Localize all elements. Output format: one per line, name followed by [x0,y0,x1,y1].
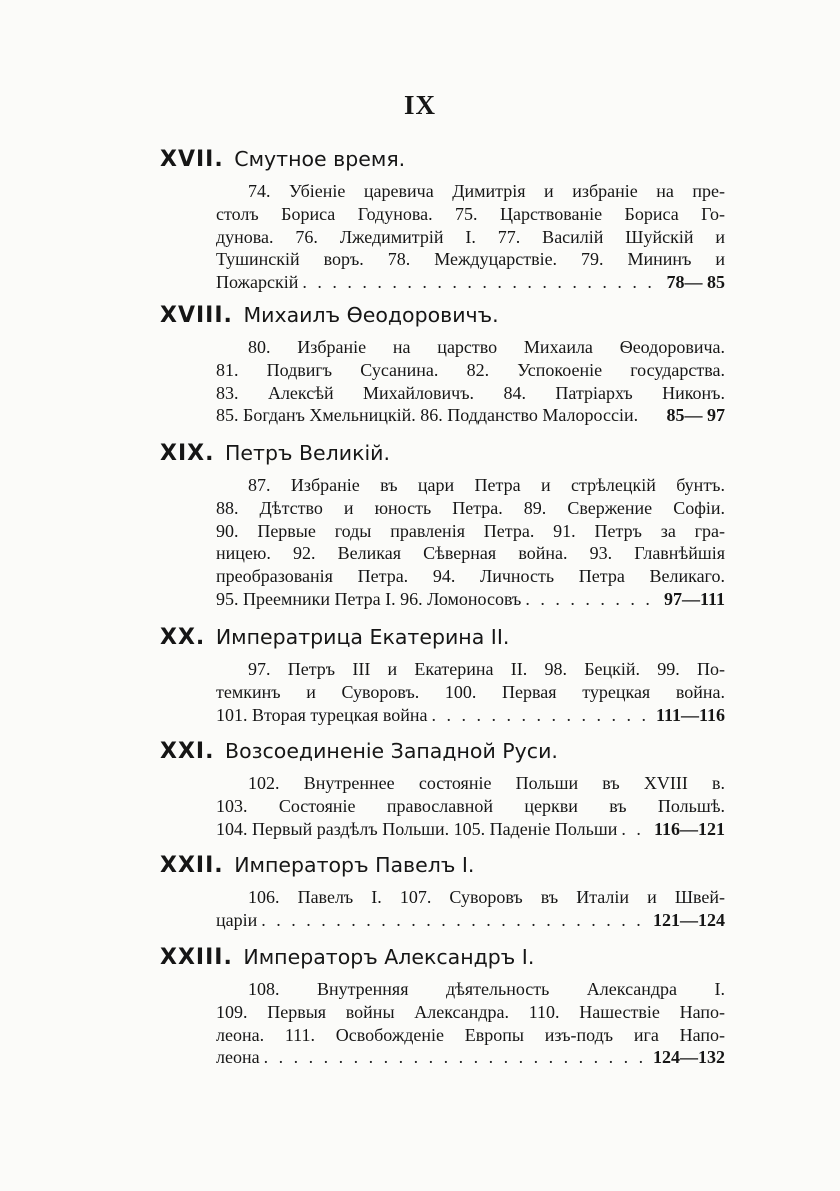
chapter-name: Императоръ Александръ I. [243,945,535,969]
chapter-number: XIX. [160,441,215,466]
toc-line: 103. Состояніе православной церкви въ Польшѣ. [216,795,725,816]
leader-dots [261,909,649,932]
chapter-title [160,146,725,173]
leader-dots [302,271,662,294]
page-number: IX [403,90,436,120]
toc-line: 102. Внутреннее состояніе Польши въ XVIII в. [248,773,725,793]
toc-line-with-pages [160,271,725,294]
toc-line: 104. Первый раздѣлъ Польши. 105. Паденіе Польши [216,818,618,839]
leader-dots [432,704,652,727]
chapter-title [160,944,725,971]
toc-line-with-pages [160,1046,725,1069]
page-range: 124—132 [653,1047,725,1068]
chapter-title [160,302,725,329]
toc-line: 97. Петръ III и Екатерина II. 98. Бецкій. 99. По- [248,659,725,679]
chapter-xxi [160,738,725,840]
toc-line-with-pages [160,818,725,841]
toc-line: 87. Избраніе въ цари Петра и стрѣлецкій бунтъ. [248,475,725,495]
chapter-contents [160,474,725,611]
chapter-xxiii [160,944,725,1069]
toc-line: леона. 111. Освобожденіе Европы изъ-подъ ига Напо- [216,1024,725,1045]
toc-line: 90. Первые годы правленія Петра. 91. Петръ за гра- [216,520,725,541]
chapter-contents [160,886,725,932]
toc-line-with-pages [160,909,725,932]
toc-line: 109. Первыя войны Александра. 110. Нашествіе Напо- [216,1001,725,1022]
chapter-number: XXIII. [160,945,233,970]
toc-line-with-pages [160,704,725,727]
page-range: 85— 97 [666,405,725,426]
leader-dots [264,1046,649,1069]
chapter-title [160,738,725,765]
toc-line: темкинъ и Суворовъ. 100. Первая турецкая война. [216,681,725,702]
chapter-contents [160,180,725,294]
chapter-name: Императоръ Павелъ I. [234,853,475,877]
toc-line: преобразованія Петра. 94. Личность Петра Великаго. [216,566,725,587]
toc-line: Тушинскій воръ. 78. Междуцарствіе. 79. Мининъ и [216,249,725,270]
chapter-name: Императрица Екатерина II. [215,625,510,649]
chapter-contents [160,336,725,427]
chapter-number: XVIII. [160,303,233,328]
toc-line: 106. Павелъ I. 107. Суворовъ въ Италіи и Швей- [248,887,725,907]
toc-line: Пожарскій [216,272,299,293]
page-range: 121—124 [653,909,725,930]
chapter-name: Возсоединеніе Западной Руси. [225,739,558,763]
page-range: 116—121 [653,818,725,839]
leader-dots [621,818,650,841]
toc-line: дунова. 76. Лжедимитрій I. 77. Василій Шуйскій и [216,226,725,247]
toc-line: царіи [216,909,258,930]
chapter-name: Петръ Великій. [225,441,391,465]
chapter-name: Смутное время. [234,147,406,171]
toc-line: 85. Богданъ Хмельницкій. 86. Подданство Малороссіи. [216,405,639,426]
leader-dots [525,588,660,611]
chapter-xxii [160,852,725,932]
toc-line: 74. Убіеніе царевича Димитрія и избраніе на пре- [248,181,725,201]
toc-line: леона [216,1047,260,1068]
chapter-number: XXI. [160,739,215,764]
chapter-contents [160,658,725,726]
toc-line: ницею. 92. Великая Сѣверная война. 93. Главнѣйшія [216,543,725,564]
chapter-xvii [160,146,725,294]
chapter-title [160,852,725,879]
chapter-title [160,624,725,651]
chapter-xix [160,440,725,611]
chapter-contents [160,978,725,1069]
chapter-number: XXII. [160,853,224,878]
page-range: 97—111 [663,588,725,609]
toc-line: 83. Алексѣй Михайловичъ. 84. Патріархъ Никонъ. [216,382,725,403]
toc-line: 95. Преемники Петра I. 96. Ломоносовъ [216,588,522,609]
chapter-xviii [160,302,725,427]
toc-line-with-pages [160,588,725,611]
toc-line: столъ Бориса Годунова. 75. Царствованіе Бориса Го- [216,203,725,224]
chapter-number: XVII. [160,147,224,172]
toc-line: 81. Подвигъ Сусанина. 82. Успокоеніе государства. [216,359,725,380]
toc-line: 80. Избраніе на царство Михаила Ѳеодоровича. [248,337,725,357]
chapter-title [160,440,725,467]
toc-line: 88. Дѣтство и юность Петра. 89. Свержение Софіи. [216,497,725,518]
toc-line: 108. Внутренняя дѣятельность Александра I. [248,979,725,999]
chapter-contents [160,772,725,840]
toc-line-with-pages [160,404,725,427]
page-range: 111—116 [655,704,725,725]
chapter-number: XX. [160,625,206,650]
chapter-xx [160,624,725,726]
chapter-name: Михаилъ Ѳеодоровичъ. [243,303,499,327]
page-range: 78— 85 [666,272,725,293]
toc-line: 101. Вторая турецкая война [216,704,428,725]
